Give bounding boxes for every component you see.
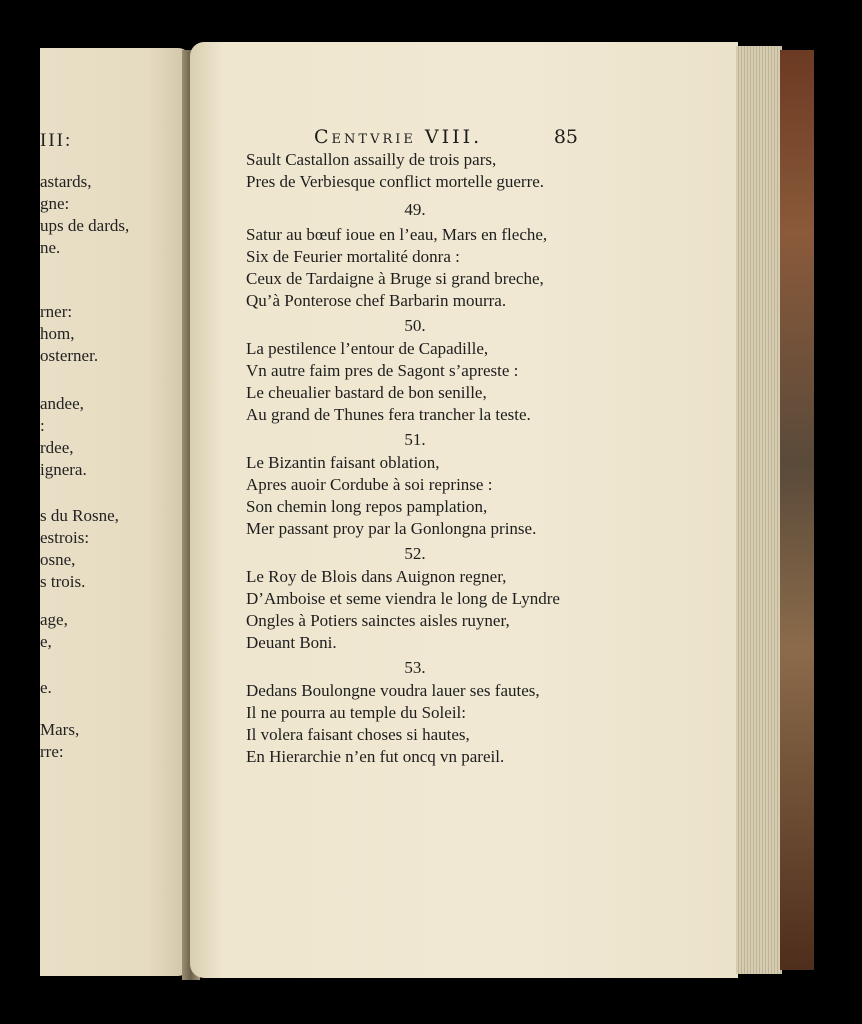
quatrain-number: 53. (404, 658, 426, 677)
left-page-line: andee, (40, 394, 84, 413)
verse-line: Ongles à Potiers sainctes aisles ruyner, (246, 611, 510, 630)
verse-line: Qu’à Ponterose chef Barbarin mourra. (246, 291, 507, 310)
left-page-line: e, (40, 632, 52, 651)
verse-line: D’Amboise et seme viendra le long de Lyndre (246, 589, 560, 608)
verse-line: Vn autre faim pres de Sagont s’apreste : (246, 361, 519, 380)
quatrain-number: 51. (404, 430, 426, 449)
book-cover-edge (780, 50, 814, 970)
verse-line: En Hierarchie n’en fut oncq vn pareil. (246, 747, 505, 766)
left-running-title: III: (40, 130, 73, 151)
verse-line: Le cheualier bastard de bon senille, (246, 383, 487, 402)
verse-line: Le Bizantin faisant oblation, (246, 453, 440, 472)
left-page-line: osterner. (40, 346, 99, 365)
verse-line: Pres de Verbiesque conflict mortelle guerre. (246, 172, 545, 191)
quatrain-number: 49. (404, 200, 426, 219)
left-page-line: rre: (40, 742, 64, 761)
page-header (314, 126, 578, 150)
left-page-line: astards, (40, 172, 92, 191)
verse-line: Il ne pourra au temple du Soleil: (246, 703, 466, 722)
verse-line: Dedans Boulongne voudra lauer ses fautes, (246, 681, 540, 700)
left-page-line: ignera. (40, 460, 87, 479)
verse-line: Au grand de Thunes fera trancher la teste. (246, 405, 531, 424)
running-title: Centvrie VIII. (314, 126, 483, 148)
left-page-line: age, (40, 610, 68, 629)
left-page-line: e. (40, 678, 52, 697)
left-page-line: Mars, (40, 720, 80, 739)
verse-line: Apres auoir Cordube à soi reprinse : (246, 475, 493, 494)
left-page-line: gne: (40, 194, 70, 213)
left-page-line: osne, (40, 550, 76, 569)
left-page-line: ups de dards, (40, 216, 130, 235)
page-number: 85 (553, 126, 578, 148)
left-page-line: s du Rosne, (40, 506, 119, 525)
quatrain-number: 52. (404, 544, 426, 563)
verse-line: Le Roy de Blois dans Auignon regner, (246, 567, 507, 586)
verse-line: Il volera faisant choses si hautes, (246, 725, 470, 744)
verse-line: Six de Feurier mortalité donra : (246, 247, 460, 266)
left-page-line: : (40, 416, 45, 435)
quatrain-number: 50. (404, 316, 426, 335)
verse-line: Satur au bœuf ioue en l’eau, Mars en fleche, (246, 225, 548, 244)
left-page-line: estrois: (40, 528, 90, 547)
verse-line: La pestilence l’entour de Capadille, (246, 339, 489, 358)
left-page-line: ne. (40, 238, 61, 257)
left-page (40, 48, 192, 976)
verse-line: Son chemin long repos pamplation, (246, 497, 488, 516)
verse-line: Ceux de Tardaigne à Bruge si grand breche, (246, 269, 544, 288)
verse-line: Deuant Boni. (246, 633, 337, 652)
page-edges (736, 46, 782, 974)
left-page-line: s trois. (40, 572, 86, 591)
left-page-line: hom, (40, 324, 75, 343)
left-page-line: rdee, (40, 438, 74, 457)
verse-line: Sault Castallon assailly de trois pars, (246, 150, 497, 169)
verse-line: Mer passant proy par la Gonlongna prinse. (246, 519, 537, 538)
left-page-line: rner: (40, 302, 73, 321)
